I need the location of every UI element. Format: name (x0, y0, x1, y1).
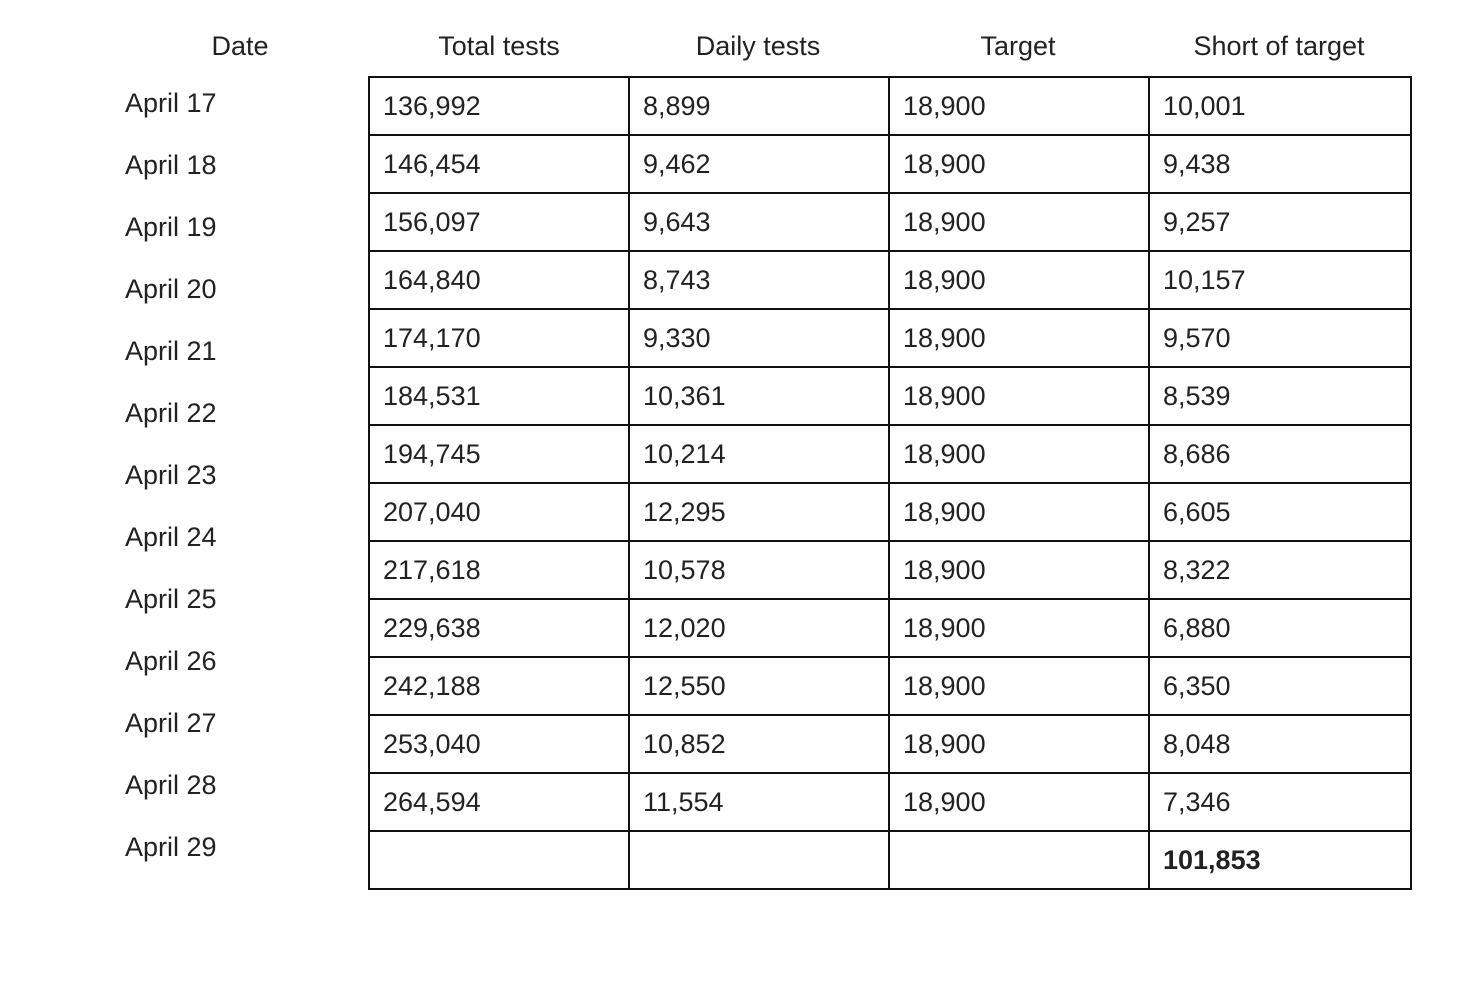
short-of-target-cell: 10,157 (1149, 251, 1411, 309)
target-cell: 18,900 (889, 193, 1149, 251)
table-row (369, 715, 1411, 773)
total-tests-cell: 194,745 (369, 425, 629, 483)
row-date-label: April 19 (125, 212, 217, 242)
target-cell: 18,900 (889, 135, 1149, 193)
target-cell: 18,900 (889, 715, 1149, 773)
short-of-target-cell: 6,605 (1149, 483, 1411, 541)
table-row (369, 367, 1411, 425)
daily-tests-cell: 11,554 (629, 773, 889, 831)
column-header-date: Date (211, 31, 269, 61)
target-cell: 18,900 (889, 425, 1149, 483)
short-of-target-cell: 9,438 (1149, 135, 1411, 193)
row-date-label: April 23 (125, 460, 217, 490)
row-date-label: April 28 (125, 770, 217, 800)
short-of-target-cell: 9,570 (1149, 309, 1411, 367)
target-cell: 18,900 (889, 251, 1149, 309)
short-of-target-cell: 8,048 (1149, 715, 1411, 773)
total-short-of-target: 101,853 (1149, 831, 1411, 889)
row-date-label: April 20 (125, 274, 217, 304)
table-row (369, 483, 1411, 541)
summary-total-tests-cell (369, 831, 629, 889)
total-tests-cell: 146,454 (369, 135, 629, 193)
target-cell: 18,900 (889, 77, 1149, 135)
daily-tests-cell: 10,214 (629, 425, 889, 483)
daily-tests-cell: 10,852 (629, 715, 889, 773)
short-of-target-cell: 6,350 (1149, 657, 1411, 715)
daily-tests-cell: 9,330 (629, 309, 889, 367)
table-row (369, 135, 1411, 193)
table-row (369, 657, 1411, 715)
total-tests-cell: 229,638 (369, 599, 629, 657)
daily-tests-cell: 10,578 (629, 541, 889, 599)
daily-tests-cell: 12,550 (629, 657, 889, 715)
total-tests-cell: 264,594 (369, 773, 629, 831)
row-date-label: April 26 (125, 646, 217, 676)
testing-table (368, 76, 1412, 890)
summary-daily-tests-cell (629, 831, 889, 889)
column-header-short: Short of target (1193, 31, 1365, 61)
column-header-target: Target (980, 31, 1056, 61)
short-of-target-cell: 8,539 (1149, 367, 1411, 425)
total-tests-cell: 174,170 (369, 309, 629, 367)
daily-tests-cell: 9,643 (629, 193, 889, 251)
short-of-target-cell: 8,322 (1149, 541, 1411, 599)
table-row (369, 599, 1411, 657)
row-date-label: April 17 (125, 88, 217, 118)
row-date-label: April 24 (125, 522, 217, 552)
total-tests-cell: 207,040 (369, 483, 629, 541)
total-tests-cell: 136,992 (369, 77, 629, 135)
target-cell: 18,900 (889, 773, 1149, 831)
daily-tests-cell: 9,462 (629, 135, 889, 193)
target-cell: 18,900 (889, 541, 1149, 599)
daily-tests-cell: 12,020 (629, 599, 889, 657)
target-cell: 18,900 (889, 657, 1149, 715)
row-date-label: April 21 (125, 336, 217, 366)
row-date-label: April 18 (125, 150, 217, 180)
target-cell: 18,900 (889, 599, 1149, 657)
short-of-target-cell: 6,880 (1149, 599, 1411, 657)
daily-tests-cell: 12,295 (629, 483, 889, 541)
short-of-target-cell: 10,001 (1149, 77, 1411, 135)
table-row (369, 425, 1411, 483)
total-tests-cell: 253,040 (369, 715, 629, 773)
column-header-total: Total tests (438, 31, 560, 61)
total-tests-cell: 184,531 (369, 367, 629, 425)
daily-tests-cell: 8,899 (629, 77, 889, 135)
total-tests-cell: 156,097 (369, 193, 629, 251)
row-date-label: April 29 (125, 832, 217, 862)
target-cell: 18,900 (889, 483, 1149, 541)
table-row (369, 773, 1411, 831)
column-header-daily: Daily tests (695, 31, 821, 61)
summary-target-cell (889, 831, 1149, 889)
row-date-label: April 22 (125, 398, 217, 428)
daily-tests-cell: 8,743 (629, 251, 889, 309)
total-tests-cell: 242,188 (369, 657, 629, 715)
table-row (369, 541, 1411, 599)
short-of-target-cell: 8,686 (1149, 425, 1411, 483)
row-date-label: April 27 (125, 708, 217, 738)
table-row (369, 309, 1411, 367)
target-cell: 18,900 (889, 309, 1149, 367)
daily-tests-cell: 10,361 (629, 367, 889, 425)
table-row (369, 77, 1411, 135)
table-row (369, 193, 1411, 251)
total-tests-cell: 217,618 (369, 541, 629, 599)
short-of-target-cell: 9,257 (1149, 193, 1411, 251)
table-row (369, 251, 1411, 309)
total-tests-cell: 164,840 (369, 251, 629, 309)
date-column (125, 76, 325, 882)
summary-row (369, 831, 1411, 889)
target-cell: 18,900 (889, 367, 1149, 425)
row-date-label: April 25 (125, 584, 217, 614)
short-of-target-cell: 7,346 (1149, 773, 1411, 831)
